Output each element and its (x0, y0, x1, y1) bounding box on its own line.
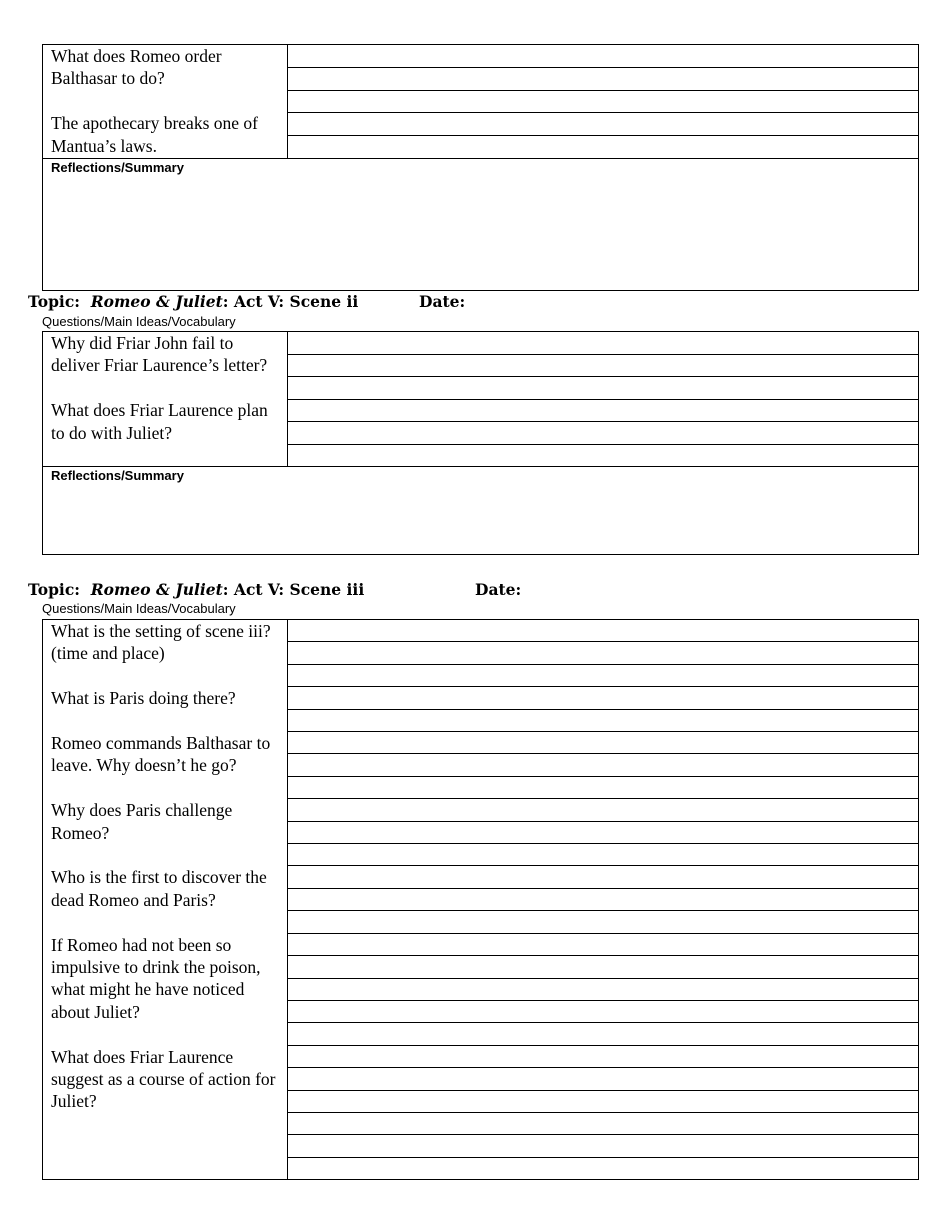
section3-question-5: Who is the first to discover the dead Romeo and Paris? (51, 867, 267, 910)
answer-line[interactable] (288, 1113, 918, 1135)
answer-line[interactable] (288, 911, 918, 933)
answer-line[interactable] (288, 1001, 918, 1023)
section3-question-3: Romeo commands Balthasar to leave. Why doesn’t he go? (51, 733, 271, 776)
section3-question-row (43, 620, 918, 1179)
section2-play-title: Romeo & Juliet (90, 292, 223, 311)
answer-line[interactable] (288, 422, 918, 445)
answer-line[interactable] (288, 1068, 918, 1090)
section3-play-title: Romeo & Juliet (90, 580, 223, 599)
answer-line[interactable] (288, 710, 918, 732)
answer-line[interactable] (288, 822, 918, 844)
section2-questions-column (43, 332, 288, 466)
section2-reflections-box[interactable] (43, 467, 918, 484)
answer-line[interactable] (288, 1046, 918, 1068)
answer-line[interactable] (288, 687, 918, 709)
section2-column-label: Questions/Main Ideas/Vocabulary (42, 314, 236, 329)
section3-question-2: What is Paris doing there? (51, 688, 236, 709)
answer-line[interactable] (288, 777, 918, 799)
answer-line[interactable] (288, 620, 918, 642)
section1-notes-table (42, 44, 919, 291)
answer-line[interactable] (288, 866, 918, 888)
answer-line[interactable] (288, 642, 918, 664)
answer-line[interactable] (288, 934, 918, 956)
section1-reflections-label: Reflections/Summary (51, 160, 184, 175)
section3-topic-heading (28, 580, 364, 599)
section2-answer-lines[interactable] (288, 332, 918, 466)
answer-line[interactable] (288, 377, 918, 400)
section2-notes-table (42, 331, 919, 555)
section3-date-label: Date: (475, 580, 522, 599)
section1-question-1: What does Romeo order Balthasar to do? (51, 46, 222, 89)
section3-answer-lines[interactable] (288, 620, 918, 1179)
answer-line[interactable] (288, 1091, 918, 1113)
answer-line[interactable] (288, 445, 918, 467)
section2-topic-heading (28, 292, 358, 311)
answer-line[interactable] (288, 754, 918, 776)
answer-line[interactable] (288, 113, 918, 136)
section2-date-label: Date: (419, 292, 466, 311)
section3-question-4: Why does Paris challenge Romeo? (51, 800, 233, 843)
answer-line[interactable] (288, 355, 918, 378)
answer-line[interactable] (288, 799, 918, 821)
section2-question-2: What does Friar Laurence plan to do with Juliet? (51, 400, 268, 443)
answer-line[interactable] (288, 136, 918, 158)
section3-question-1: What is the setting of scene iii? (time and place) (51, 621, 271, 664)
section2-topic-prefix: Topic: (28, 292, 80, 311)
section2-question-row (43, 332, 918, 467)
answer-line[interactable] (288, 45, 918, 68)
answer-line[interactable] (288, 91, 918, 114)
answer-line[interactable] (288, 889, 918, 911)
section1-question-row (43, 45, 918, 159)
answer-line[interactable] (288, 1158, 918, 1179)
section3-notes-table (42, 619, 919, 1180)
answer-line[interactable] (288, 400, 918, 423)
answer-line[interactable] (288, 732, 918, 754)
section3-question-6: If Romeo had not been so impulsive to drink the poison, what might he have noticed about Juliet? (51, 934, 261, 1022)
section1-question-2: The apothecary breaks one of Mantua’s laws. (51, 113, 258, 156)
section3-question-7: What does Friar Laurence suggest as a course of action for Juliet? (51, 1046, 276, 1112)
section3-column-label: Questions/Main Ideas/Vocabulary (42, 601, 236, 616)
section2-scene: : Act V: Scene ii (222, 292, 359, 311)
answer-line[interactable] (288, 844, 918, 866)
answer-line[interactable] (288, 1135, 918, 1157)
section1-answer-lines[interactable] (288, 45, 918, 158)
answer-line[interactable] (288, 665, 918, 687)
answer-line[interactable] (288, 956, 918, 978)
answer-line[interactable] (288, 68, 918, 91)
section3-questions-column (43, 620, 288, 1179)
section1-reflections-box[interactable] (43, 159, 918, 176)
answer-line[interactable] (288, 979, 918, 1001)
section3-scene: : Act V: Scene iii (222, 580, 365, 599)
section2-question-1: Why did Friar John fail to deliver Friar Laurence’s letter? (51, 333, 268, 376)
section1-questions-column (43, 45, 288, 158)
answer-line[interactable] (288, 332, 918, 355)
section3-topic-prefix: Topic: (28, 580, 80, 599)
section2-reflections-label: Reflections/Summary (51, 468, 184, 483)
answer-line[interactable] (288, 1023, 918, 1045)
